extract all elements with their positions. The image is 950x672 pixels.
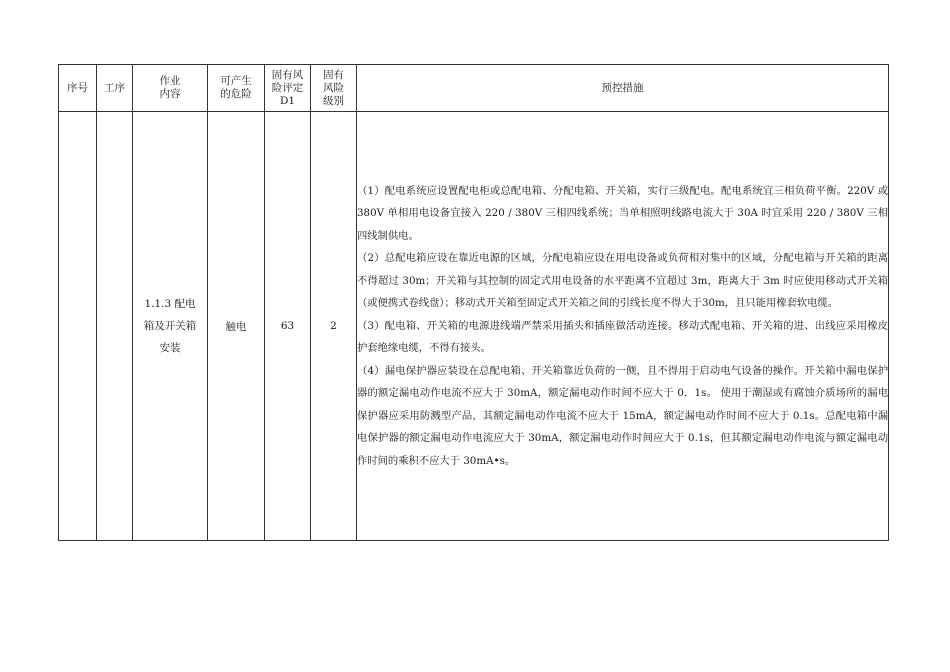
table-row xyxy=(59,112,889,541)
header-row xyxy=(59,65,889,112)
cell-seq xyxy=(59,112,97,541)
cell-risk-level: 2 xyxy=(311,112,357,541)
measure-paragraph-2: （2）总配电箱应设在靠近电源的区域，分配电箱应设在用电设备或负荷相对集中的区域，分配电箱与开关箱的距离不得超过 30m；开关箱与其控制的固定式用电设备的水平距离不宜超过 3m，距离大于 3m 时应使用移动式开关箱（或便携式卷线盘）；移动式开关箱至固定式开关箱之间的引线长度不得大于30m，且只能用橡套软电缆。 xyxy=(357,252,888,310)
header-measures: 预控措施 xyxy=(357,65,889,112)
cell-hazard: 触电 xyxy=(208,112,265,541)
header-seq: 序号 xyxy=(59,65,97,112)
cell-process xyxy=(97,112,133,541)
header-process: 工序 xyxy=(97,65,133,112)
measure-paragraph-4: （4）漏电保护器应装设在总配电箱、开关箱靠近负荷的一侧，且不得用于启动电气设备的操作。开关箱中漏电保护器的额定漏电动作电流不应大于 30mA，额定漏电动作时间不应大于 0．1s。 使用于潮湿或有腐蚀介质场所的漏电保护器应采用防溅型产品，其额定漏电动作电流不应大于 15mA，额定漏电动作时间不应大于 0.1s。总配电箱中漏电保护器的额定漏电动作电流应大于 30mA，额定漏电动作时间应大于 0.1s，但其额定漏电动作电流与额定漏电动作时间的乘积不应大于 30mA•s。 xyxy=(357,364,888,467)
cell-risk-score: 63 xyxy=(265,112,311,541)
cell-work-content: 1.1.3 配电 箱及开关箱 安装 xyxy=(133,112,208,541)
measure-paragraph-3: （3）配电箱、开关箱的电源进线端严禁采用插头和插座做活动连接。移动式配电箱、开关箱的进、出线应采用橡皮护套绝缘电缆，不得有接头。 xyxy=(357,319,888,355)
header-risk-score: 固有风 险评定 D1 xyxy=(265,65,311,112)
header-work-content: 作业 内容 xyxy=(133,65,208,112)
risk-control-table xyxy=(58,64,889,541)
header-hazard: 可产生 的危险 xyxy=(208,65,265,112)
measure-paragraph-1: （1）配电系统应设置配电柜或总配电箱、分配电箱、开关箱，实行三级配电。配电系统宜三相负荷平衡。220V 或 380V 单相用电设备宜接入 220 / 380V 三相四线系统；当单相照明线路电流大于 30A 时宜采用 220 / 380V 三相四线制供电。 xyxy=(357,184,888,242)
header-risk-level: 固有 风险 级别 xyxy=(311,65,357,112)
cell-measures xyxy=(357,112,889,541)
